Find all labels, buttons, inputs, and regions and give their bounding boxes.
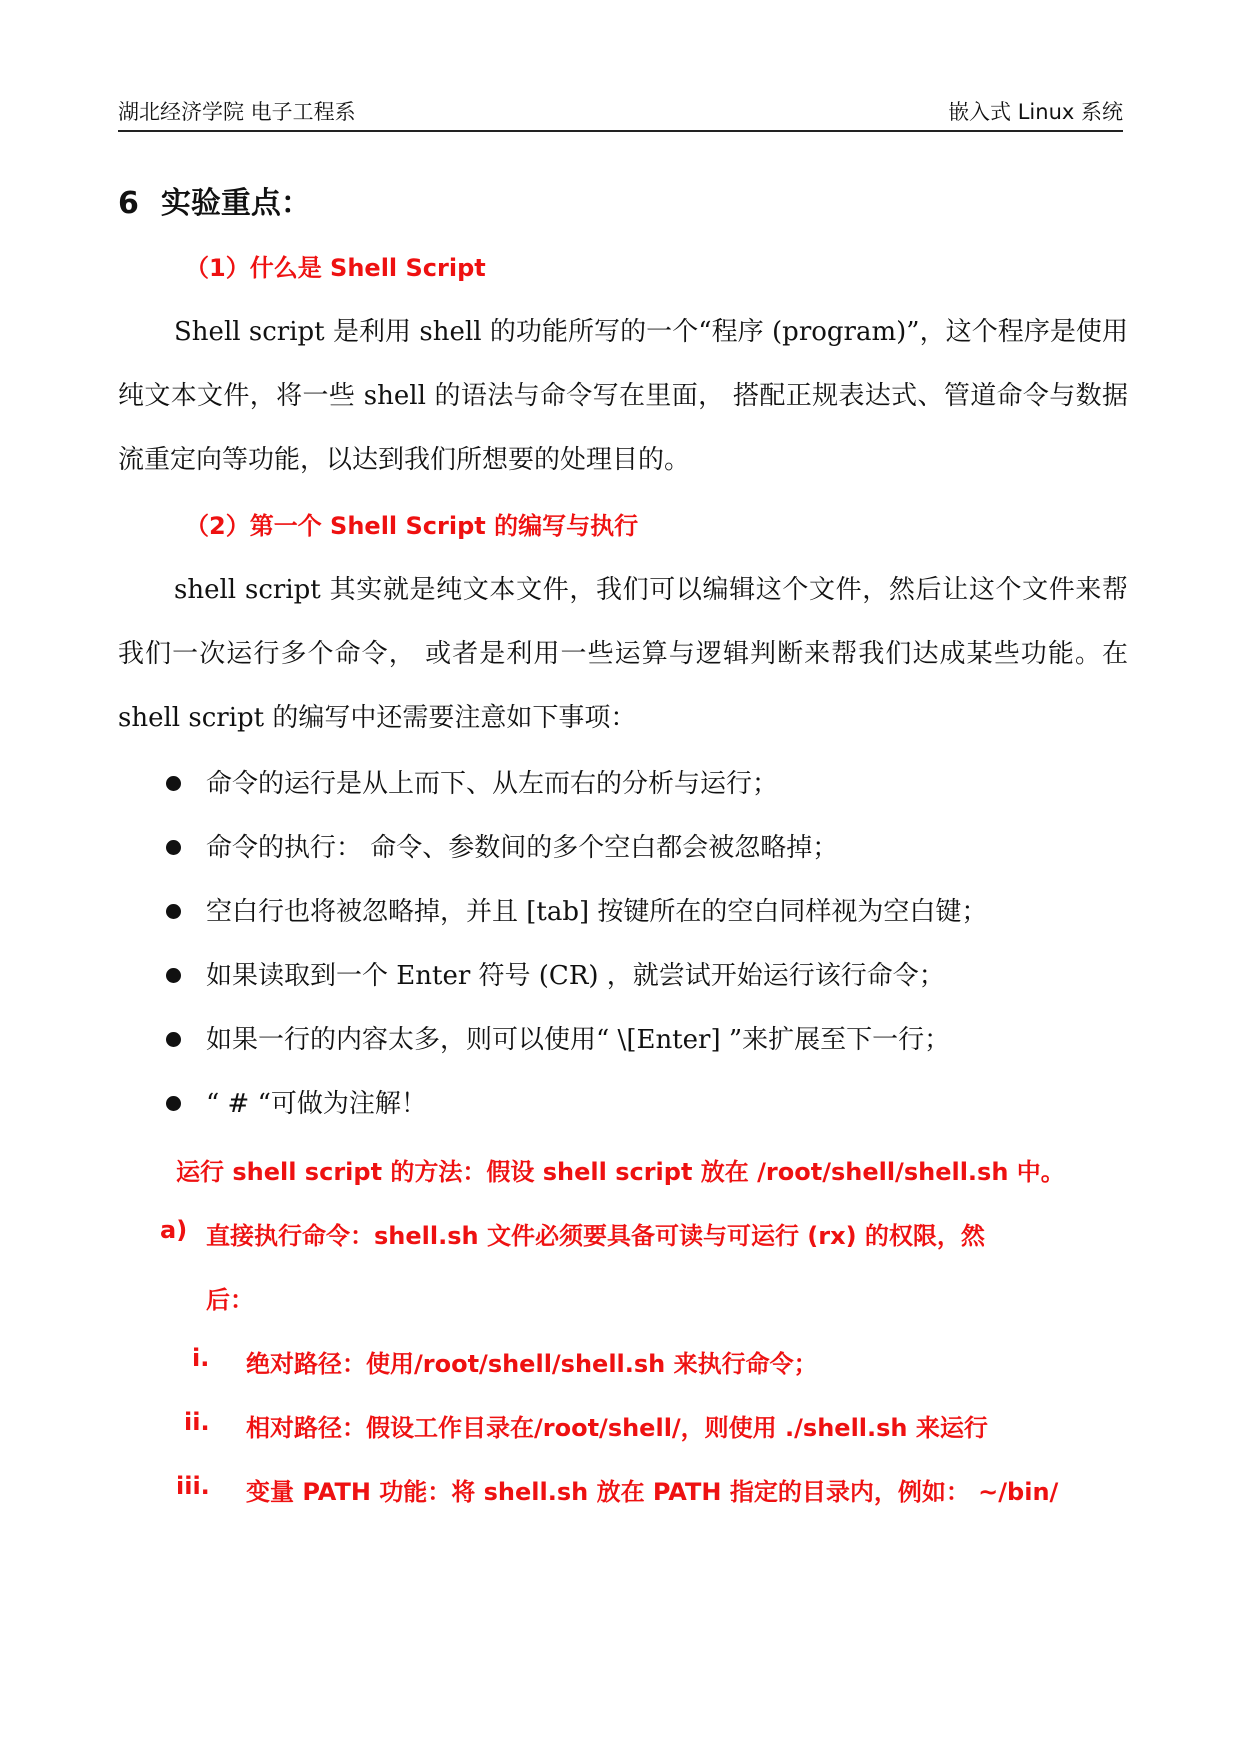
list-item [118,816,1128,880]
notes-list [118,752,1128,1136]
subsection-2-title: （2）第一个 Shell Script 的编写与执行 [185,512,639,540]
list-item-text: “ # “可做为注解！ [206,1089,427,1119]
bullet-icon [166,1096,181,1111]
header-institution: 湖北经济学院 电子工程系 [118,100,356,124]
list-item [118,880,1128,944]
list-item [118,944,1128,1008]
method-ii-text: 相对路径：假设工作目录在/root/shell/，则使用 ./shell.sh 来运行 [246,1414,988,1442]
header-course: 嵌入式 Linux 系统 [948,100,1123,124]
list-item [118,752,1128,816]
subsection-1-title: （1）什么是 Shell Script [185,254,486,282]
section-title [118,178,311,222]
subsection-1-paragraph: Shell script 是利用 shell 的功能所写的一个“程序 (program)”，这个程序是使用纯文本文件，将一些 shell 的语法与命令写在里面， 搭配正规表达式、管道命令与数据流重定向等功能，以达到我们所想要的处理目的。 [118,317,1128,475]
bullet-icon [166,904,181,919]
method-iii-marker: iii. [176,1472,210,1500]
section-title-text: 实验重点： [160,186,311,221]
subsection-2-paragraph: shell script 其实就是纯文本文件，我们可以编辑这个文件，然后让这个文件来帮我们一次运行多个命令， 或者是利用一些运算与逻辑判断来帮我们达成某些功能。在 shell script 的编写中还需要注意如下事项： [118,575,1128,733]
page-header [118,90,1123,132]
method-a-marker: a) [160,1216,188,1244]
bullet-icon [166,1032,181,1047]
section-number: 6 [118,186,139,221]
list-item [118,1072,1128,1136]
list-item-text: 空白行也将被忽略掉，并且 [tab] 按键所在的空白同样视为空白键； [206,897,988,927]
method-i-text: 绝对路径：使用/root/shell/shell.sh 来执行命令； [246,1350,818,1378]
bullet-icon [166,840,181,855]
method-a-line2: 后： [206,1286,254,1314]
method-iii-text: 变量 PATH 功能：将 shell.sh 放在 PATH 指定的目录内，例如： ~/bin/ [246,1478,1059,1506]
list-item-text: 命令的执行： 命令、参数间的多个空白都会被忽略掉； [206,833,839,863]
list-item-text: 如果一行的内容太多，则可以使用“ \[Enter] ”来扩展至下一行； [206,1025,951,1055]
method-i-marker: i. [192,1344,210,1372]
bullet-icon [166,776,181,791]
method-a-line1: 直接执行命令：shell.sh 文件必须要具备可读与可运行 (rx) 的权限，然 [206,1222,985,1250]
methods-heading: 运行 shell script 的方法：假设 shell script 放在 /root/shell/shell.sh 中。 [176,1158,1065,1186]
list-item-text: 如果读取到一个 Enter 符号 (CR) ，就尝试开始运行该行命令； [206,961,945,991]
bullet-icon [166,968,181,983]
method-ii-marker: ii. [184,1408,210,1436]
list-item [118,1008,1128,1072]
list-item-text: 命令的运行是从上而下、从左而右的分析与运行； [206,769,779,799]
